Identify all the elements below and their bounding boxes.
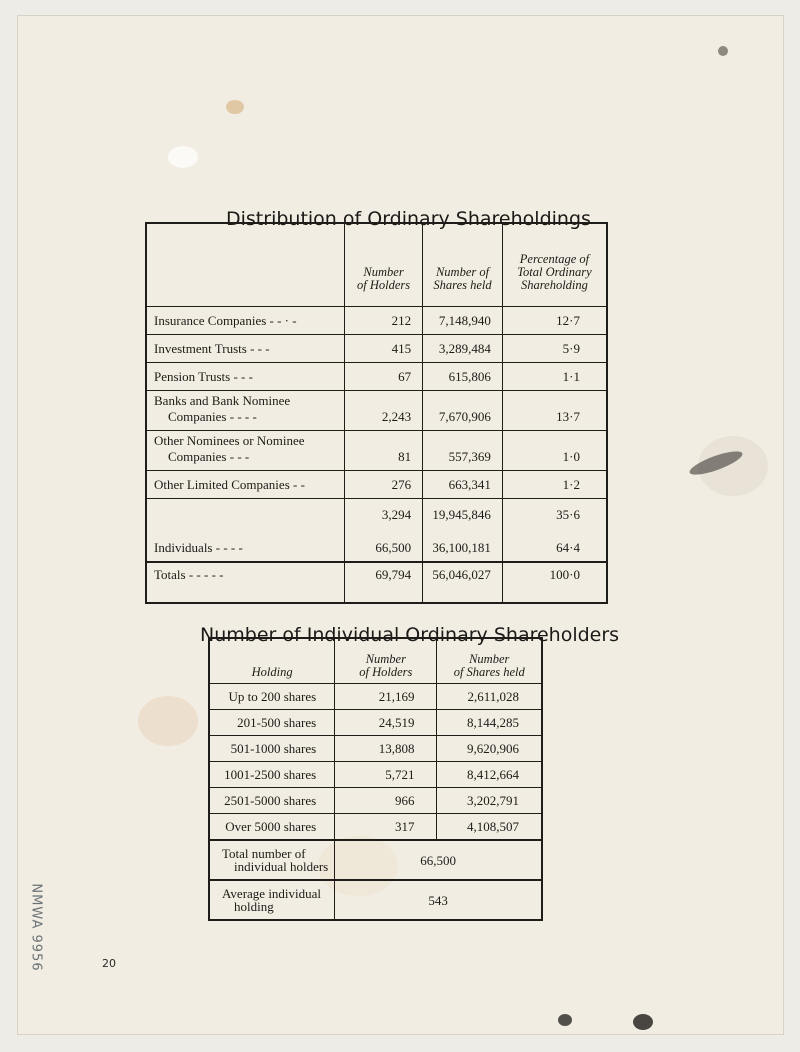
distribution-table: [145, 222, 608, 604]
average-holding-row: [209, 880, 542, 920]
percentage-header: Percentage of Total Ordinary Shareholding: [502, 223, 607, 306]
holding-header: Holding: [209, 638, 335, 684]
table-row: Investment Trusts - - - 415 3,289,484 5·9: [146, 334, 607, 362]
table-row: Other Limited Companies - - 276 663,341 1·2: [146, 470, 607, 498]
holders-header: Number of Holders: [335, 638, 437, 684]
table-row: 201-500 shares 24,519 8,144,285: [209, 710, 542, 736]
totals-row: Totals - - - - - 69,794 56,046,027 100·0: [146, 562, 607, 603]
table-row: 501-1000 shares 13,808 9,620,906: [209, 736, 542, 762]
holders-header: Number of Holders: [344, 223, 422, 306]
table-row: Pension Trusts - - - 67 615,806 1·1: [146, 362, 607, 390]
total-holders-label: Total number of individual holders: [209, 840, 335, 880]
shares-header: Number of Shares held: [423, 223, 503, 306]
archive-stamp: NMWA 9956: [28, 883, 44, 972]
table-row: Banks and Bank Nominee Companies - - - - 2,243 7,670,906 13·7: [146, 390, 607, 430]
table-row: Over 5000 shares 317 4,108,507: [209, 814, 542, 841]
page-number: 20: [102, 957, 116, 970]
category-header: [146, 223, 344, 306]
distribution-title: Distribution of Ordinary Shareholdings: [226, 208, 591, 230]
total-holders-row: [209, 840, 542, 880]
table-row: 2501-5000 shares 966 3,202,791: [209, 788, 542, 814]
subtotal-row: 3,294 19,945,846 35·6: [146, 498, 607, 528]
table-row: Other Nominees or Nominee Companies - - - 81 557,369 1·0: [146, 430, 607, 470]
average-holding-value: 543: [335, 880, 542, 920]
row-label: Banks and Bank Nominee Companies - - - -: [146, 390, 344, 430]
individual-holders-table: [208, 637, 543, 921]
shares-header: Number of Shares held: [437, 638, 542, 684]
individual-title: Number of Individual Ordinary Shareholders: [200, 624, 620, 646]
row-label: Other Nominees or Nominee Companies - - -: [146, 430, 344, 470]
table-row: 1001-2500 shares 5,721 8,412,664: [209, 762, 542, 788]
table-row: Up to 200 shares 21,169 2,611,028: [209, 684, 542, 710]
total-holders-value: 66,500: [335, 840, 542, 880]
average-holding-label: Average individual holding: [209, 880, 335, 920]
individuals-row: Individuals - - - - 66,500 36,100,181 64·4: [146, 528, 607, 562]
table-row: Insurance Companies - - · - 212 7,148,940 12·7: [146, 306, 607, 334]
